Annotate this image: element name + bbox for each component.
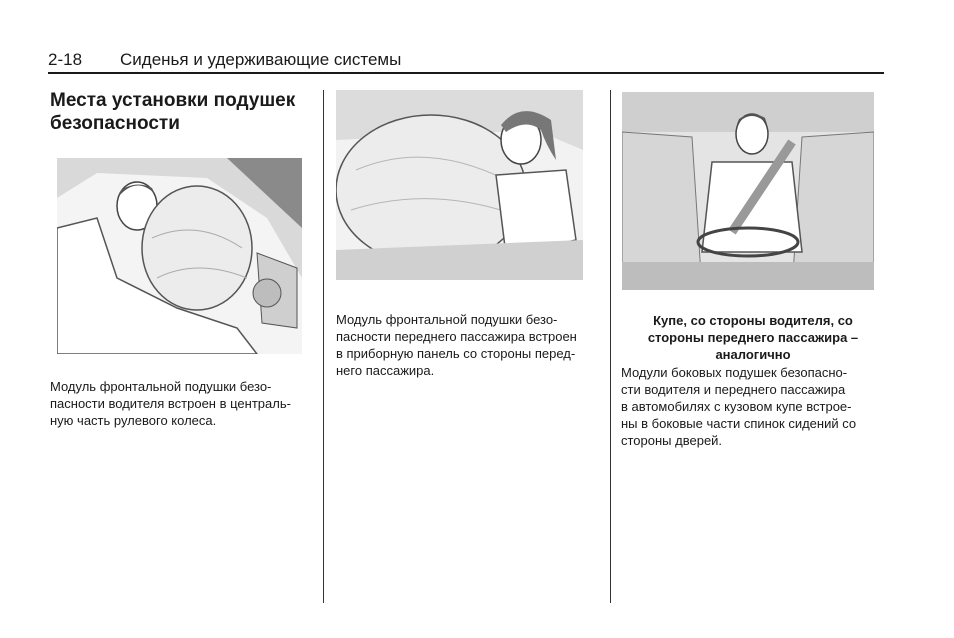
driver-airbag-illustration: [57, 158, 302, 354]
page-number: 2-18: [48, 50, 83, 69]
section-title: Сиденья и удерживающие системы: [120, 50, 402, 69]
passenger-airbag-description: Модуль фронтальной подушки безо- пасности переднего пассажира встроен в приборную панель со стороны перед- него пассажира.: [336, 312, 577, 378]
side-airbag-caption: Купе, со стороны водителя, со стороны переднего пассажира – аналогично: [647, 313, 859, 362]
header-rule: [48, 72, 884, 74]
driver-airbag-description: Модуль фронтальной подушки безо- пасности водителя встроен в централь- ную часть рулевого колеса.: [50, 379, 291, 428]
page-header: [48, 50, 401, 70]
section-heading: Места установки подушек безопасности: [50, 90, 296, 134]
passenger-airbag-illustration: [336, 90, 583, 280]
side-airbag-illustration: [622, 92, 874, 290]
side-airbag-description: Модули боковых подушек безопасно- сти водителя и переднего пассажира в автомобилях с кузовом купе встрое- ны в боковые части спинок сидений со стороны дверей.: [621, 365, 857, 448]
column-divider-1: [323, 90, 324, 603]
column-divider-2: [610, 90, 611, 603]
